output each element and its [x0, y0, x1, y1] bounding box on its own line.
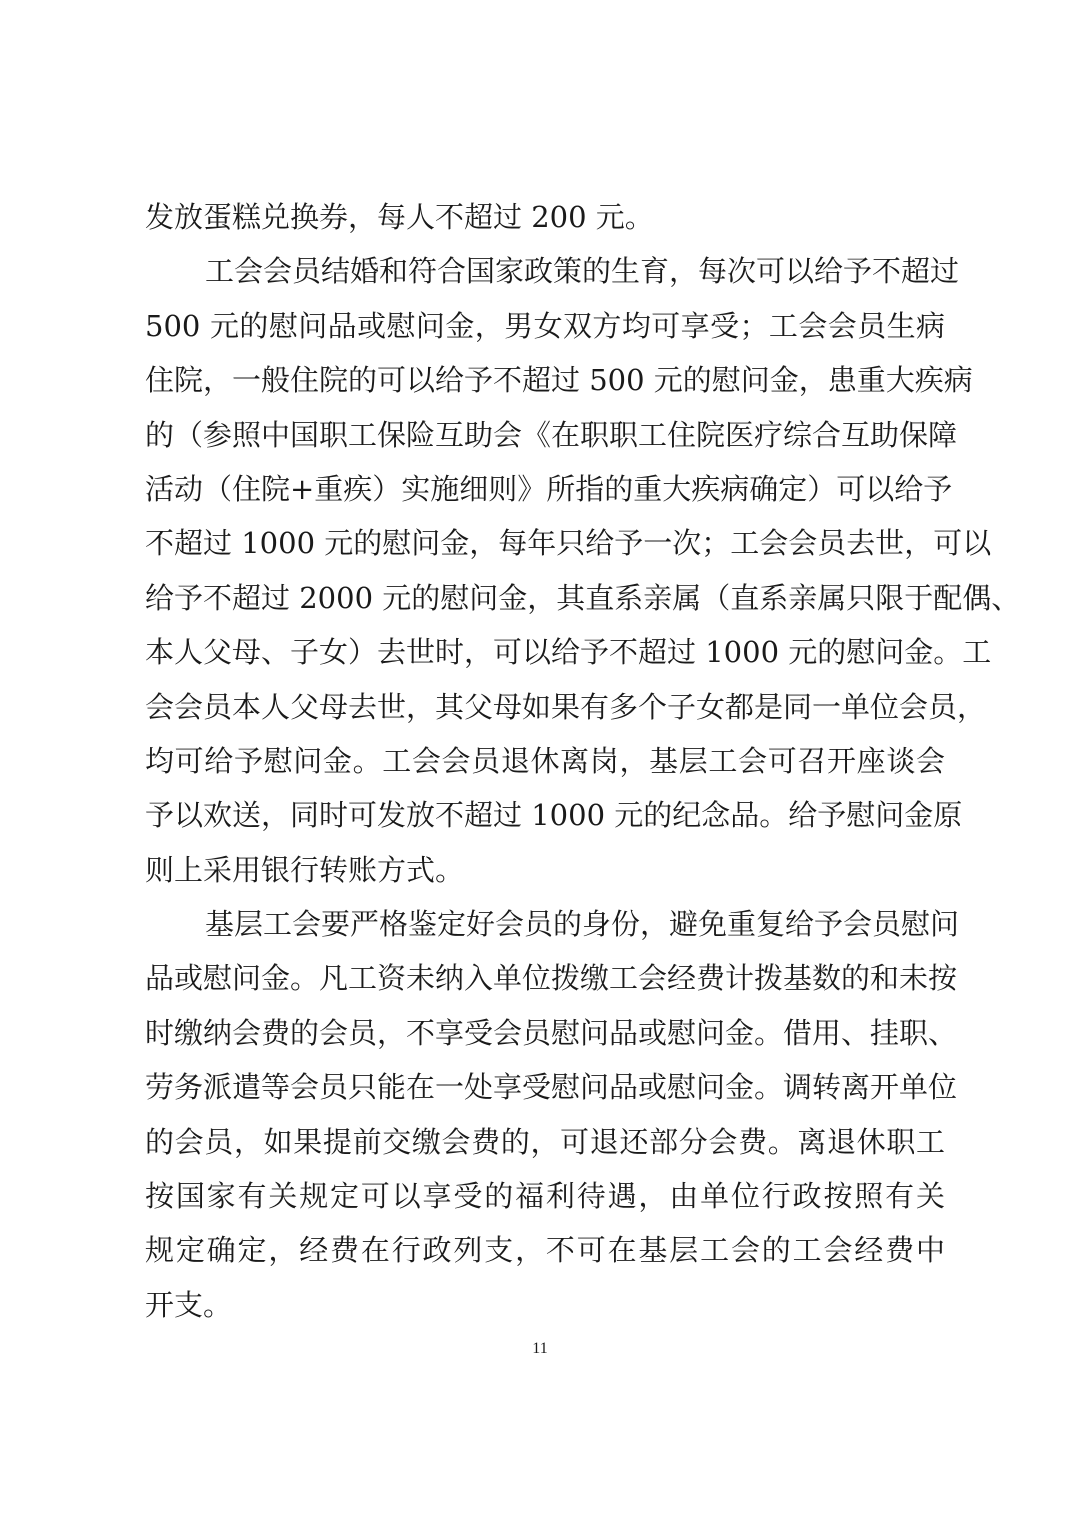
paragraph-2	[145, 244, 1021, 897]
text-line: 基层工会要严格鉴定好会员的身份，避免重复给予会员慰问	[205, 907, 960, 942]
text-line: 则上采用银行转账方式。	[145, 852, 465, 887]
text-line: 本人父母、子女）去世时，可以给予不超过 1000 元的慰问金。工	[145, 635, 992, 670]
page-number: 11	[532, 1340, 548, 1357]
text-line: 开支。	[145, 1287, 233, 1322]
text-line: 发放蛋糕兑换券，每人不超过 200 元。	[145, 200, 654, 234]
text-line: 工会会员结婚和符合国家政策的生育，每次可以给予不超过	[205, 254, 960, 289]
paragraph-1	[145, 190, 945, 244]
text-line: 均可给予慰问金。工会会员退休离岗，基层工会可召开座谈会	[145, 743, 945, 778]
text-line: 会会员本人父母去世，其父母如果有多个子女都是同一单位会员，	[145, 689, 987, 724]
text-line: 500 元的慰问品或慰问金，男女双方均可享受；工会会员生病	[145, 308, 945, 343]
text-line: 给予不超过 2000 元的慰问金，其直系亲属（直系亲属只限于配偶、	[145, 580, 1021, 615]
text-line: 予以欢送，同时可发放不超过 1000 元的纪念品。给予慰问金原	[145, 798, 963, 833]
document-body	[145, 190, 1021, 1332]
paragraph-3	[145, 897, 960, 1332]
text-line: 按国家有关规定可以享受的福利待遇，由单位行政按照有关	[145, 1179, 945, 1214]
text-line: 时缴纳会费的会员，不享受会员慰问品或慰问金。借用、挂职、	[145, 1015, 958, 1050]
text-line: 住院，一般住院的可以给予不超过 500 元的慰问金，患重大疾病	[145, 363, 973, 398]
text-line: 的（参照中国职工保险互助会《在职职工住院医疗综合互助保障	[145, 417, 958, 452]
text-line: 规定确定，经费在行政列支，不可在基层工会的工会经费中	[145, 1233, 945, 1268]
text-line: 的会员，如果提前交缴会费的，可退还部分会费。离退休职工	[145, 1124, 945, 1159]
text-line: 活动（住院+重疾）实施细则》所指的重大疾病确定）可以给予	[145, 471, 953, 506]
text-line: 不超过 1000 元的慰问金，每年只给予一次；工会会员去世，可以	[145, 526, 992, 561]
text-line: 品或慰问金。凡工资未纳入单位拨缴工会经费计拨基数的和未按	[145, 961, 958, 996]
text-line: 劳务派遣等会员只能在一处享受慰问品或慰问金。调转离开单位	[145, 1070, 958, 1105]
